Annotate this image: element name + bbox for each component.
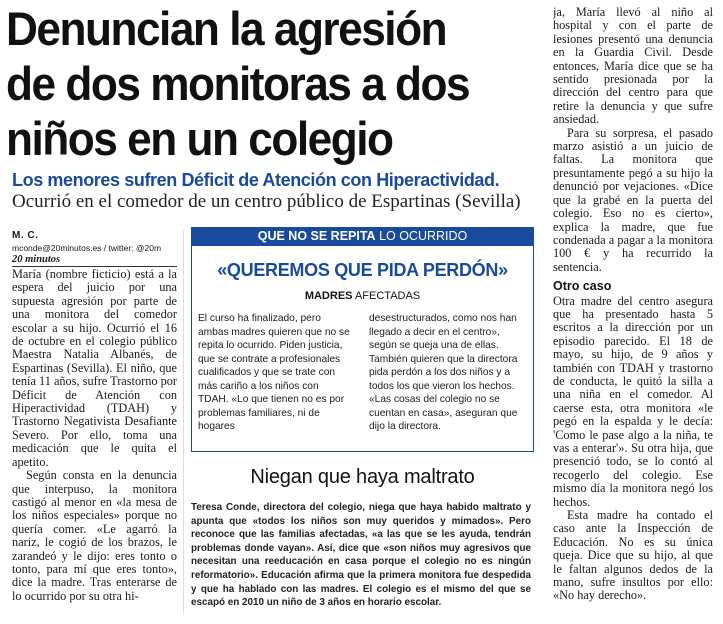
subheadline	[12, 170, 532, 212]
sidebar-title: Niegan que haya maltrato	[250, 466, 475, 488]
quote-box-column-2: desestructurados, como nos han llegado a decir en el centro», según se queja una de ellas. También quieren que la directora pida perdón a los dos niños y a todos los que vieron los hechos. «Las cosas del colegio no se cuentan en casa», aseguran que dijo la directora.	[369, 313, 518, 432]
article-paragraph: Según consta en la denuncia que interpuso, la monitora castigó al menor en «la mesa de los niños especiales» porque no quería comer. «Le agarró la nariz, le cogió de los brazos, le zarandeó y le dijo: eres tonto o tonto, para mí que eres tonto», dice la madre. Tras enterarse de lo ocurrido por su otra hi-	[12, 468, 177, 603]
box-header-rest: LO OCURRIDO	[379, 229, 468, 243]
quote-box-subtitle-bold: MADRES	[304, 290, 353, 302]
subheadline-lead: Los menores sufren Déficit de Atención con Hiperactividad.	[12, 170, 500, 190]
byline	[12, 230, 177, 267]
author-name: M. C.	[12, 230, 39, 241]
quote-box-column-1: El curso ha finalizado, pero ambas madres quieren que no se repita lo ocurrido. Piden justicia, que se contrate a profesionales cualificados y que se trate con más cariño a los niños con TDAH. «Lo que tienen no es por problemas familiares, ni de hogares	[198, 313, 350, 432]
publication-name: 20 minutos	[12, 254, 177, 267]
author-contact: mconde@20minutos.es / twitter: @20m	[12, 243, 162, 253]
headline	[6, 2, 536, 167]
headline-line-2: de dos monitoras a dos	[6, 58, 470, 111]
quote-box	[191, 246, 534, 452]
headline-line-1: Denuncian la agresión	[6, 3, 447, 56]
quote-box-subtitle	[192, 290, 533, 302]
headline-line-3: niños en un colegio	[6, 113, 393, 166]
article-paragraph: Para su sorpresa, el pasado marzo asistió a un juicio de faltas. La monitora que presuntamente pegó a su hijo la denunció por vejaciones. «Dice que la grabé en la puerta del colegio. Eso no es cierto», explica la madre, que fue condenada a pagar a la monitora 100 € y ha recurrido la sentencia.	[553, 125, 713, 274]
article-paragraph: Otra madre del centro asegura que ha presentado hasta 5 escritos a la dirección por un episodio parecido. El 18 de mayo, su hijo, de 9 años y también con TDAH y trastorno de conducta, le quitó la silla a una niña en el comedor. Al caerse esta, otra monitora «le pegó en la espalda y le decía: 'Como le pase algo a la niña, te vas a enterar'». Su otra hija, que presenció todo, se lo contó al recogerlo del colegio. Ese mismo día la monitora negó los hechos.	[553, 293, 713, 509]
subheadline-rest: Ocurrió en el comedor de un centro público de Espartinas (Sevilla)	[12, 191, 521, 212]
box-header-bold: QUE NO SE REPITA	[257, 229, 376, 243]
article-column-1	[12, 268, 177, 622]
sidebar-text: Teresa Conde, directora del colegio, niega que haya habido maltrato y apunta que «todos los niños son muy queridos y mimados». Pero reconoce que las familias afectadas, «a las que se les ayuda, tendrán problemas donde vayan». Así, dice que «son niños muy agresivos que necesitan una reeducación en casa porque el colegio no es ningún reformatorio». Educación afirma que la primera monitora fue despedida y que ha hablado con las madres. El colegio es el mismo del que se escapó en 2010 un niño de 3 años en horario escolar.	[191, 502, 531, 609]
article-paragraph: ja, María llevó al niño al hospital y con el parte de lesiones presentó una denuncia en la Guardia Civil. Desde entonces, María dice que se ha sentido presionada por la dirección del centro para que retire la denuncia y que sufre ansiedad.	[553, 6, 713, 127]
article-paragraph: María (nombre ficticio) está a la espera del juicio por una supuesta agresión por parte de una monitora del comedor escolar a su hijo. Ocurrió el 16 de octubre en el colegio público Maestra Natalia Albanés, de Espartinas (Sevilla). El niño, que tenía 11 años, sufre Trastorno por Déficit de Atención con Hiperactividad (TDAH) y Trastorno Negativista Desafiante Severo. Por ello, toma una medicación que le quita el apetito.	[12, 268, 177, 469]
box-header-banner	[191, 227, 534, 246]
column-divider	[183, 230, 184, 615]
article-paragraph: Esta madre ha contado el caso ante la Inspección de Educación. No es su única queja. Dice que su hijo, al que le faltan algunos dedos de la mano, sufre insultos por ello: «No hay derecho».	[553, 508, 713, 603]
quote-box-title: «QUEREMOS QUE PIDA PERDÓN»	[217, 260, 508, 280]
section-subhead: Otro caso	[553, 279, 612, 294]
quote-box-subtitle-rest: AFECTADAS	[354, 290, 421, 302]
article-column-4	[553, 6, 713, 618]
